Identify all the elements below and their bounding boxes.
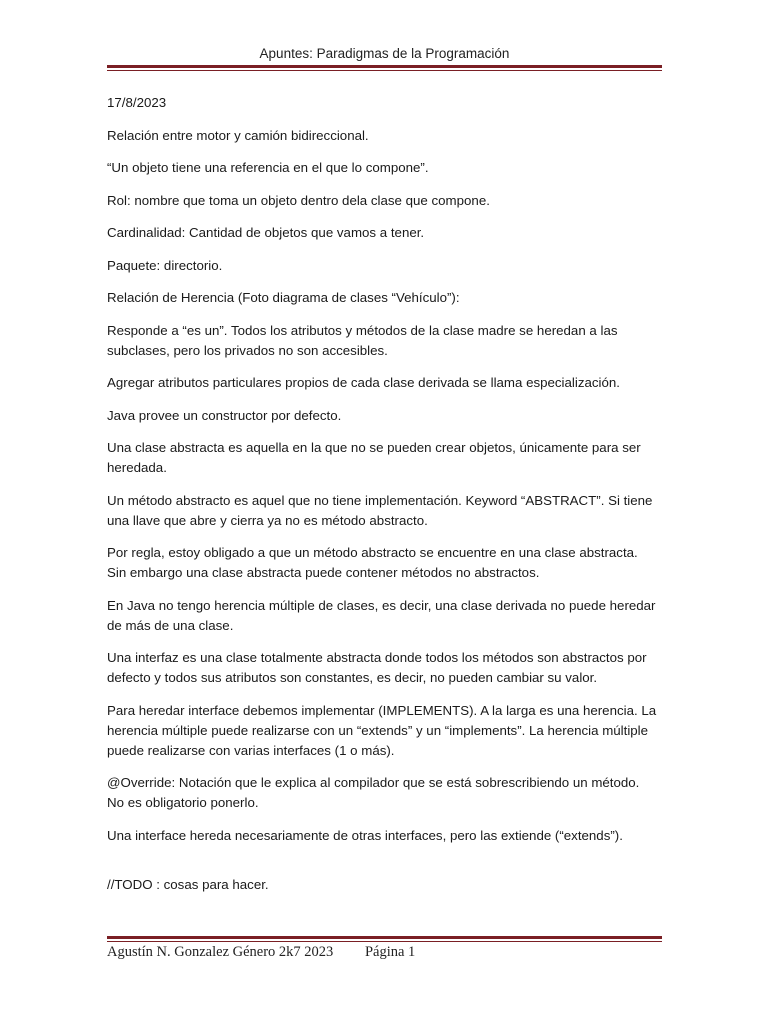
paragraph: Java provee un constructor por defecto. [107, 407, 342, 423]
paragraph: Un método abstracto es aquel que no tiene implementación. Keyword “ABSTRACT”. Si tiene una llave que abre y cierra ya no es método abstracto. [107, 492, 653, 528]
paragraph: Para heredar interface debemos implementar (IMPLEMENTS). A la larga es una herencia. La herencia múltiple puede realizarse con un “extends” y un “implements”. La herencia múltiple puede realizarse con varias interfaces (1 o más). [107, 702, 657, 758]
footer-rule-thin [107, 941, 662, 942]
paragraph: Una interface hereda necesariamente de otras interfaces, pero las extiende (“extends”). [107, 827, 623, 843]
header-rule [107, 65, 662, 68]
paragraph: Por regla, estoy obligado a que un método abstracto se encuentre en una clase abstracta. Sin embargo una clase abstracta puede contener métodos no abstractos. [107, 545, 638, 580]
page-header: Apuntes: Paradigmas de la Programación [259, 46, 510, 61]
paragraph: Relación de Herencia (Foto diagrama de clases “Vehículo”): [107, 290, 460, 305]
paragraph: Cardinalidad: Cantidad de objetos que vamos a tener. [107, 225, 425, 240]
paragraph: Responde a “es un”. Todos los atributos y métodos de la clase madre se heredan a las subclases, pero los privados no son accesibles. [107, 322, 618, 358]
footer-author: Agustín N. Gonzalez Género 2k7 2023 [107, 944, 334, 960]
paragraph: Una clase abstracta es aquella en la que no se pueden crear objetos, únicamente para ser heredada. [107, 440, 641, 475]
paragraph: Agregar atributos particulares propios de cada clase derivada se llama especialización. [107, 375, 620, 390]
paragraph: Relación entre motor y camión bidireccional. [107, 127, 369, 143]
page-footer [107, 944, 667, 961]
header-rule-thin [107, 70, 662, 71]
paragraph: Rol: nombre que toma un objeto dentro dela clase que compone. [107, 192, 490, 208]
footer-rule [107, 936, 662, 939]
paragraph: @Override: Notación que le explica al compilador que se está sobrescribiendo un método. No es obligatorio ponerlo. [107, 775, 640, 810]
date-line: 17/8/2023 [107, 95, 167, 110]
todo-line: //TODO : cosas para hacer. [107, 876, 269, 892]
paragraph: Una interfaz es una clase totalmente abstracta donde todos los métodos son abstractos por defecto y todos sus atributos son constantes, es decir, no pueden cambiar su valor. [107, 650, 647, 685]
document-body [107, 93, 657, 907]
paragraph: “Un objeto tiene una referencia en el que lo compone”. [107, 160, 429, 175]
paragraph: Paquete: directorio. [107, 257, 223, 273]
page-number: Página 1 [364, 944, 416, 960]
paragraph: En Java no tengo herencia múltiple de clases, es decir, una clase derivada no puede heredar de más de una clase. [107, 597, 656, 633]
